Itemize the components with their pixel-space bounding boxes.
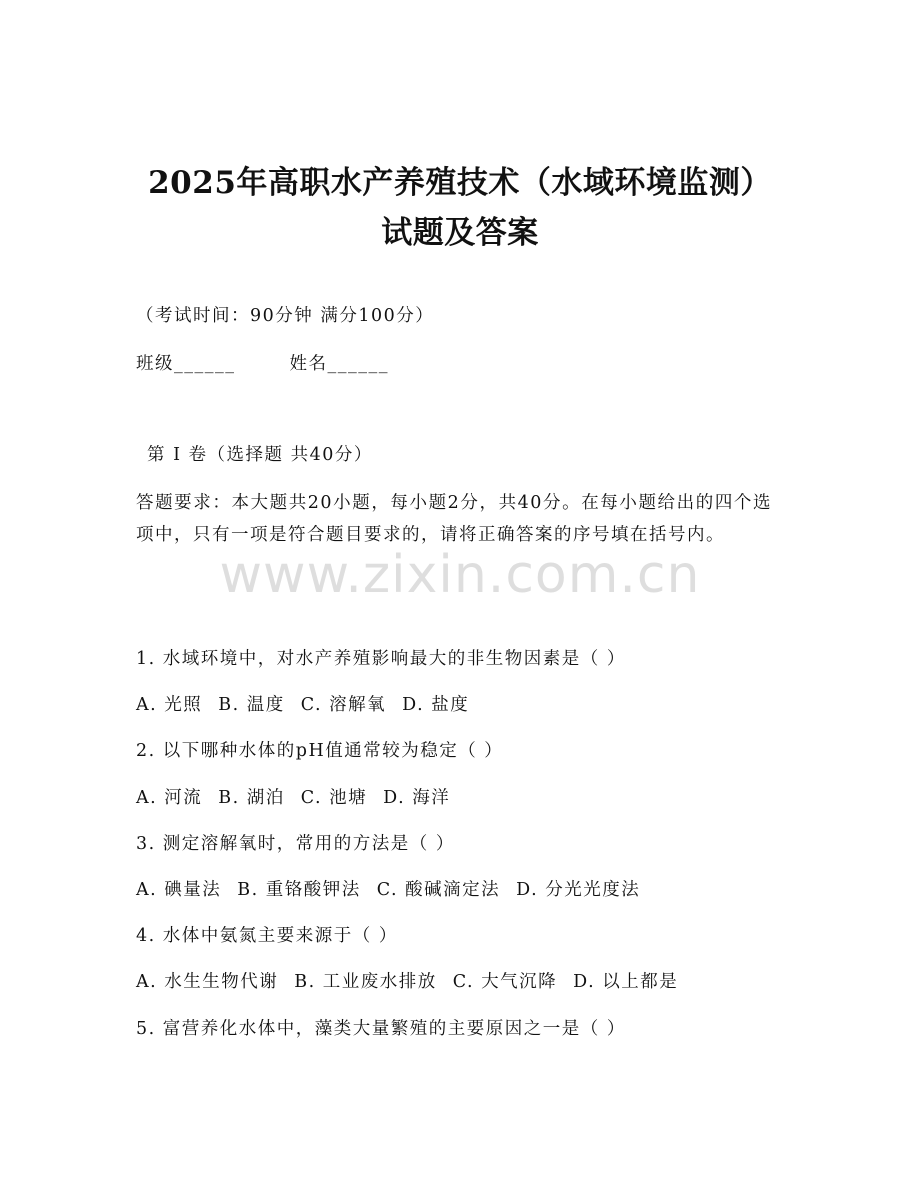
option-c: C. 溶解氧 <box>300 695 387 715</box>
option-c: C. 池塘 <box>300 788 368 808</box>
question-options <box>136 784 450 809</box>
question-stem: 4. 水体中氨氮主要来源于（ ） <box>136 926 398 946</box>
option-a: A. 碘量法 <box>136 880 222 900</box>
question-stem: 1. 水域环境中，对水产养殖影响最大的非生物因素是（ ） <box>136 649 626 669</box>
option-b: B. 温度 <box>218 695 285 715</box>
question-options <box>136 876 640 901</box>
option-b: B. 重铬酸钾法 <box>237 880 361 900</box>
option-a: A. 水生生物代谢 <box>136 972 279 992</box>
watermark: www.zixin.com.cn <box>219 545 701 605</box>
document-title-line-2: 试题及答案 <box>381 215 539 251</box>
option-b: B. 工业废水排放 <box>294 972 437 992</box>
option-d: D. 以上都是 <box>573 972 679 992</box>
option-c: C. 大气沉降 <box>452 972 558 992</box>
name-label: 姓名______ <box>289 354 389 374</box>
class-label: 班级______ <box>136 354 236 374</box>
option-b: B. 湖泊 <box>218 788 285 808</box>
option-d: D. 海洋 <box>383 788 451 808</box>
document-title-line-1: 2025年高职水产养殖技术（水域环境监测） <box>148 165 772 201</box>
option-c: C. 酸碱滴定法 <box>376 880 501 900</box>
question-options <box>136 691 469 716</box>
question-stem: 2. 以下哪种水体的pH值通常较为稳定（ ） <box>136 741 504 761</box>
option-d: D. 分光光度法 <box>516 880 641 900</box>
question-options <box>136 968 678 993</box>
question-stem: 3. 测定溶解氧时，常用的方法是（ ） <box>136 834 455 854</box>
option-a: A. 河流 <box>136 788 203 808</box>
section-heading: 第 I 卷（选择题 共40分） <box>147 445 373 465</box>
option-a: A. 光照 <box>136 695 203 715</box>
question-stem: 5. 富营养化水体中，藻类大量繁殖的主要原因之一是（ ） <box>136 1019 626 1039</box>
option-d: D. 盐度 <box>402 695 470 715</box>
student-info-row <box>136 350 389 375</box>
exam-info: （考试时间：90分钟 满分100分） <box>136 306 435 326</box>
answer-instructions: 答题要求：本大题共20小题，每小题2分，共40分。在每小题给出的四个选项中，只有一项是符合题目要求的，请将正确答案的序号填在括号内。 <box>136 493 772 545</box>
